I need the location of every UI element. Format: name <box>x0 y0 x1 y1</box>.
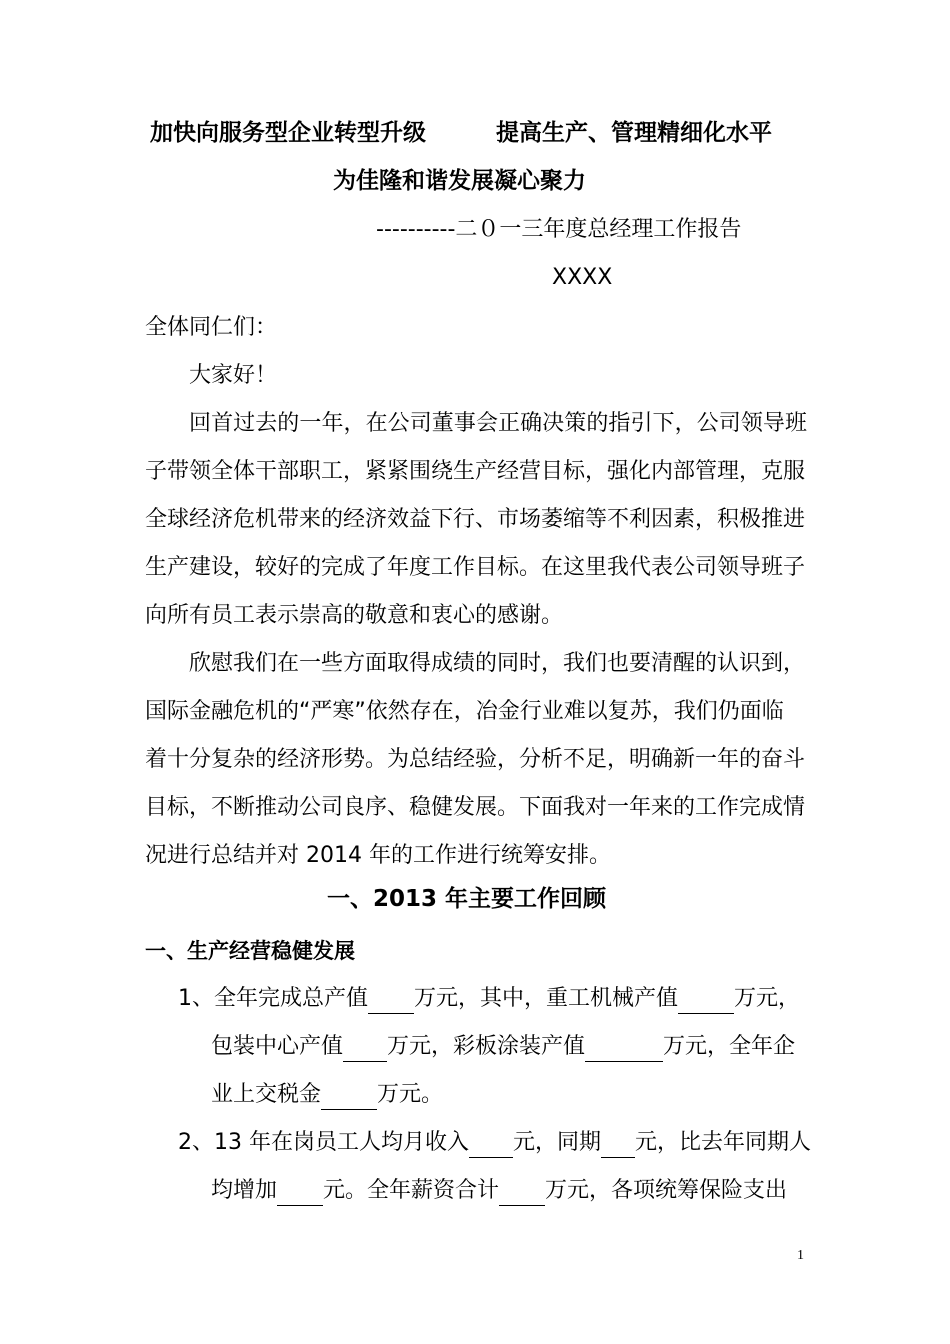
item-1-text: 业上交税金 <box>211 1082 322 1107</box>
title-line-2: 为佳隆和谐发展凝心聚力 <box>333 168 586 194</box>
item-1-text: 万元。 <box>377 1082 444 1107</box>
author: XXXX <box>552 265 613 290</box>
greeting: 大家好！ <box>189 363 278 388</box>
item-2-text: 元。全年薪资合计 <box>323 1178 500 1203</box>
item-1-text: 包装中心产值 <box>211 1034 344 1059</box>
paragraph-2-line: 欣慰我们在一些方面取得成绩的同时，我们也要清醒的认识到， <box>189 651 806 676</box>
item-1-text: 万元，彩板涂装产值 <box>387 1034 586 1059</box>
item-2-text: 万元，各项统筹保险支出 <box>545 1178 788 1203</box>
paragraph-1-line: 回首过去的一年，在公司董事会正确决策的指引下，公司领导班 <box>189 411 807 436</box>
item-1-line-1 <box>178 984 800 1014</box>
report-subtitle: ----------二０一三年度总经理工作报告 <box>376 217 742 242</box>
blank-heavy-machinery-output[interactable] <box>678 986 734 1014</box>
paragraph-2-line: 国际金融危机的“严寒”依然存在，冶金行业难以复苏，我们仍面临 <box>145 699 784 724</box>
section-heading: 一、2013 年主要工作回顾 <box>327 886 607 912</box>
subsection-heading: 一、生产经营稳健发展 <box>145 939 355 963</box>
item-1-text: 万元， <box>734 986 801 1011</box>
item-2-line-2 <box>211 1176 787 1206</box>
item-1-line-3 <box>211 1080 443 1110</box>
blank-packaging-output[interactable] <box>343 1034 387 1062</box>
blank-same-period[interactable] <box>601 1130 635 1158</box>
item-2-text: 均增加 <box>211 1178 278 1203</box>
blank-coating-output[interactable] <box>585 1034 663 1062</box>
blank-tax-paid[interactable] <box>321 1082 377 1110</box>
item-2-text: 元，比去年同期人 <box>635 1130 812 1155</box>
item-1-text: 1、全年完成总产值 <box>178 986 368 1011</box>
item-2-text: 元，同期 <box>513 1130 602 1155</box>
paragraph-1-line: 向所有员工表示崇高的敬意和衷心的感谢。 <box>145 603 564 628</box>
paragraph-1-line: 子带领全体干部职工，紧紧围绕生产经营目标，强化内部管理，克服 <box>145 459 806 484</box>
blank-total-output[interactable] <box>368 986 414 1014</box>
title-line-1b: 提高生产、管理精细化水平 <box>496 120 772 146</box>
blank-monthly-income[interactable] <box>469 1130 513 1158</box>
item-2-text: 2、13 年在岗员工人均月收入 <box>178 1130 469 1155</box>
blank-total-salary[interactable] <box>499 1178 545 1206</box>
page-number: 1 <box>797 1248 804 1263</box>
paragraph-1-line: 生产建设，较好的完成了年度工作目标。在这里我代表公司领导班子 <box>145 555 806 580</box>
item-1-line-2 <box>211 1032 795 1062</box>
paragraph-2-line: 目标，不断推动公司良序、稳健发展。下面我对一年来的工作完成情 <box>145 795 806 820</box>
item-1-text: 万元，全年企 <box>663 1034 796 1059</box>
blank-increase[interactable] <box>277 1178 323 1206</box>
paragraph-1-line: 全球经济危机带来的经济效益下行、市场萎缩等不利因素，积极推进 <box>145 507 806 532</box>
item-1-text: 万元，其中，重工机械产值 <box>414 986 679 1011</box>
title-line-1a: 加快向服务型企业转型升级 <box>150 120 426 146</box>
paragraph-2-line: 况进行总结并对 2014 年的工作进行统筹安排。 <box>145 843 611 868</box>
item-2-line-1 <box>178 1128 811 1158</box>
paragraph-2-line: 着十分复杂的经济形势。为总结经验，分析不足，明确新一年的奋斗 <box>145 747 806 772</box>
salutation: 全体同仁们： <box>145 315 278 340</box>
